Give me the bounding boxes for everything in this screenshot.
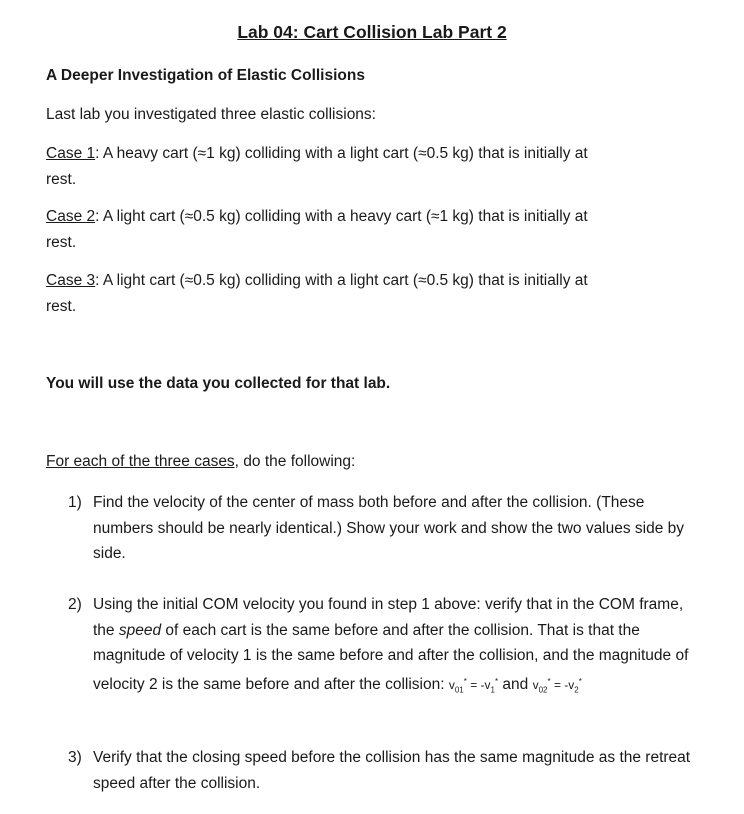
step-3-number: 3) — [68, 749, 82, 766]
case-3-label: Case 3 — [46, 272, 96, 289]
equation-1: $v_{01}^* = -v_1^*$ — [448, 676, 499, 694]
case-1-text: : A heavy cart (≈1 kg) colliding with a light cart (≈0.5 kg) that is initially at — [95, 145, 588, 162]
instructions-lead — [46, 453, 355, 471]
intro-text: Last lab you investigated three elastic collisions: — [46, 106, 376, 123]
case-2-line2: rest. — [46, 234, 77, 251]
instructions-lead-rest: do the following: — [239, 453, 356, 470]
step-2-text-before: Using the initial COM velocity you found in step 1 above: verify that in the COM frame, the — [93, 596, 684, 639]
step-2-text — [93, 592, 693, 702]
case-2-line1 — [46, 208, 588, 226]
step-1-text: Find the velocity of the center of mass both before and after the collision. (These numbers should be nearly identical.) Show your work and show the two values side by side. — [93, 494, 685, 562]
step-2-text-after: of each cart is the same before and after the collision. That is that the magnitude of velocity 1 is the same before and after the collision, and the magnitude of velocity 2 is the same before and after the collision: — [93, 621, 689, 693]
case-2-text: : A light cart (≈0.5 kg) colliding with a heavy cart (≈1 kg) that is initially at — [95, 208, 588, 225]
step-2-and: and — [498, 675, 533, 693]
page-title: Lab 04: Cart Collision Lab Part 2 — [237, 22, 507, 42]
step-2-emphasis: speed — [118, 621, 162, 639]
data-note: You will use the data you collected for that lab. — [46, 375, 391, 392]
case-3-line2: rest. — [46, 298, 77, 315]
case-3-line1 — [46, 272, 588, 290]
section-heading: A Deeper Investigation of Elastic Collisions — [46, 67, 365, 84]
equation-2: $v_{02}^* = -v_2^*$ — [532, 676, 582, 694]
case-1-line1 — [46, 145, 588, 163]
case-1-label: Case 1 — [46, 145, 96, 162]
case-1-line2: rest. — [46, 171, 77, 188]
instructions-lead-underlined: For each of the three cases, — [46, 453, 239, 470]
step-2-number: 2) — [68, 596, 82, 613]
case-3-text: : A light cart (≈0.5 kg) colliding with a light cart (≈0.5 kg) that is initially at — [95, 272, 588, 289]
case-2-label: Case 2 — [46, 208, 96, 225]
step-3-text: Verify that the closing speed before the collision has the same magnitude as the retreat speed after the collision. — [93, 749, 691, 792]
step-1-number: 1) — [68, 494, 82, 511]
